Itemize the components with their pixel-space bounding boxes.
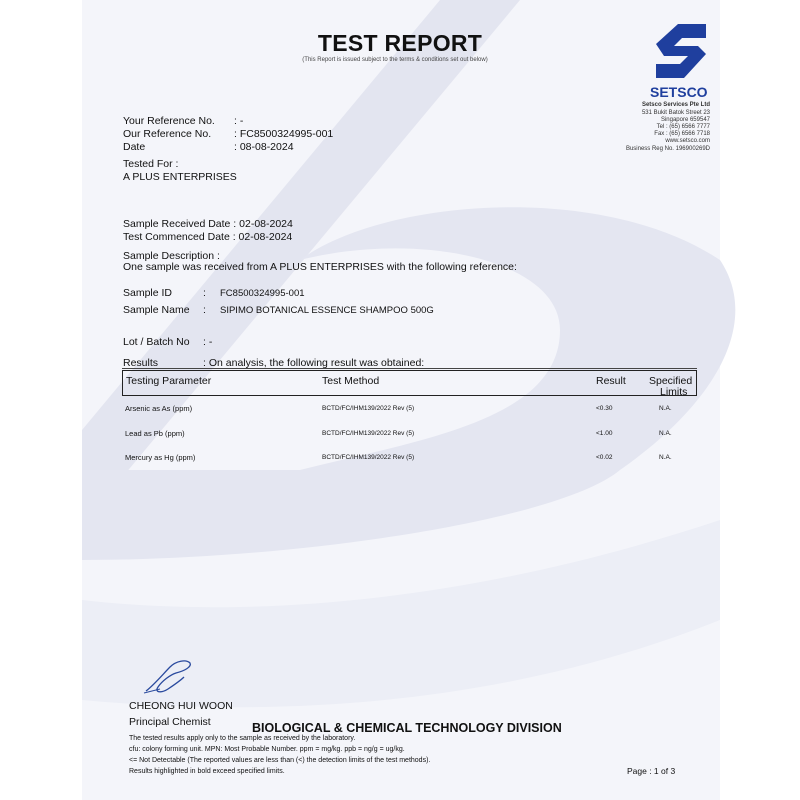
table-row-limits: N.A. (659, 430, 672, 437)
sample-id-value: FC8500324995-001 (220, 288, 305, 299)
company-phone: Tel : (65) 6566 7777 (656, 124, 710, 130)
date-label: Date (123, 141, 146, 153)
sample-description-text: One sample was received from A PLUS ENTERPRISES with the following reference: (123, 261, 517, 273)
footer-note: <= Not Detectable (The reported values are less than (<) the detection limits of the test methods). (129, 757, 431, 764)
table-row-method: BCTD/FC/IHM139/2022 Rev (5) (322, 430, 415, 437)
signatory-name: CHEONG HUI WOON (129, 700, 233, 712)
report-subtitle: (This Report is issued subject to the terms & conditions set out below) (302, 57, 488, 63)
signatory-title: Principal Chemist (129, 716, 211, 728)
results-label: Results (123, 357, 159, 369)
setsco-logo-icon (648, 20, 714, 86)
lot-batch-label: Lot / Batch No (123, 336, 190, 348)
your-ref-label: Your Reference No. (123, 115, 215, 127)
table-row-param: Lead as Pb (ppm) (125, 429, 185, 438)
company-fax: Fax : (65) 6566 7718 (654, 131, 710, 137)
table-top-rule (122, 368, 697, 369)
sample-name-label: Sample Name (123, 304, 190, 316)
report-title: TEST REPORT (317, 30, 483, 56)
signature-image (140, 655, 200, 697)
table-row-result: <0.30 (596, 405, 613, 412)
company-website: www.setsco.com (665, 138, 710, 144)
tested-for-value: A PLUS ENTERPRISES (123, 171, 237, 183)
sample-name-colon: : (203, 304, 206, 316)
sample-received-date: Sample Received Date : 02-08-2024 (123, 218, 293, 230)
table-row-limits: N.A. (659, 454, 672, 461)
table-row-method: BCTD/FC/IHM139/2022 Rev (5) (322, 405, 415, 412)
company-name: Setsco Services Pte Ltd (641, 102, 710, 108)
test-commenced-date: Test Commenced Date : 02-08-2024 (123, 231, 293, 243)
header-specified-limits: Specified (649, 375, 693, 387)
footer-note: The tested results apply only to the sample as received by the laboratory. (129, 735, 356, 742)
lot-batch-value: : - (203, 336, 213, 348)
table-row-limits: N.A. (659, 405, 672, 412)
footer-note: cfu: colony forming unit. MPN: Most Probable Number. ppm = mg/kg. ppb = ng/g = ug/kg. (129, 746, 405, 753)
company-address-line: Singapore 659547 (660, 117, 710, 123)
sample-id-colon: : (203, 287, 206, 299)
footer-note: Results highlighted in bold exceed specified limits. (129, 768, 285, 775)
date-value: : 08-08-2024 (234, 141, 294, 153)
our-ref-value: : FC8500324995-001 (234, 128, 334, 140)
table-row-result: <1.00 (596, 430, 613, 437)
results-intro-text: : On analysis, the following result was obtained: (203, 357, 425, 369)
tested-for-label: Tested For : (123, 158, 179, 170)
sample-description-label: Sample Description : (123, 250, 220, 262)
sample-name-value: SIPIMO BOTANICAL ESSENCE SHAMPOO 500G (220, 305, 434, 316)
table-row-method: BCTD/FC/IHM139/2022 Rev (5) (322, 454, 415, 461)
table-row-param: Arsenic as As (ppm) (125, 404, 193, 413)
sample-id-label: Sample ID (123, 287, 173, 299)
company-logo-text: SETSCO (650, 84, 708, 100)
division-name: BIOLOGICAL & CHEMICAL TECHNOLOGY DIVISION (252, 721, 562, 735)
company-reg-no: Business Reg No. 196900269D (625, 146, 710, 152)
our-ref-label: Our Reference No. (123, 128, 212, 140)
table-row-result: <0.02 (596, 454, 613, 461)
table-row-param: Mercury as Hg (ppm) (125, 453, 196, 462)
header-test-method: Test Method (322, 375, 380, 387)
page-number: Page : 1 of 3 (627, 766, 676, 776)
header-specified-limits-2: Limits (660, 386, 688, 398)
company-address-line: 531 Bukit Batok Street 23 (641, 110, 710, 116)
header-testing-parameter: Testing Parameter (126, 375, 212, 387)
header-result: Result (596, 375, 626, 387)
your-ref-value: : - (234, 115, 244, 127)
